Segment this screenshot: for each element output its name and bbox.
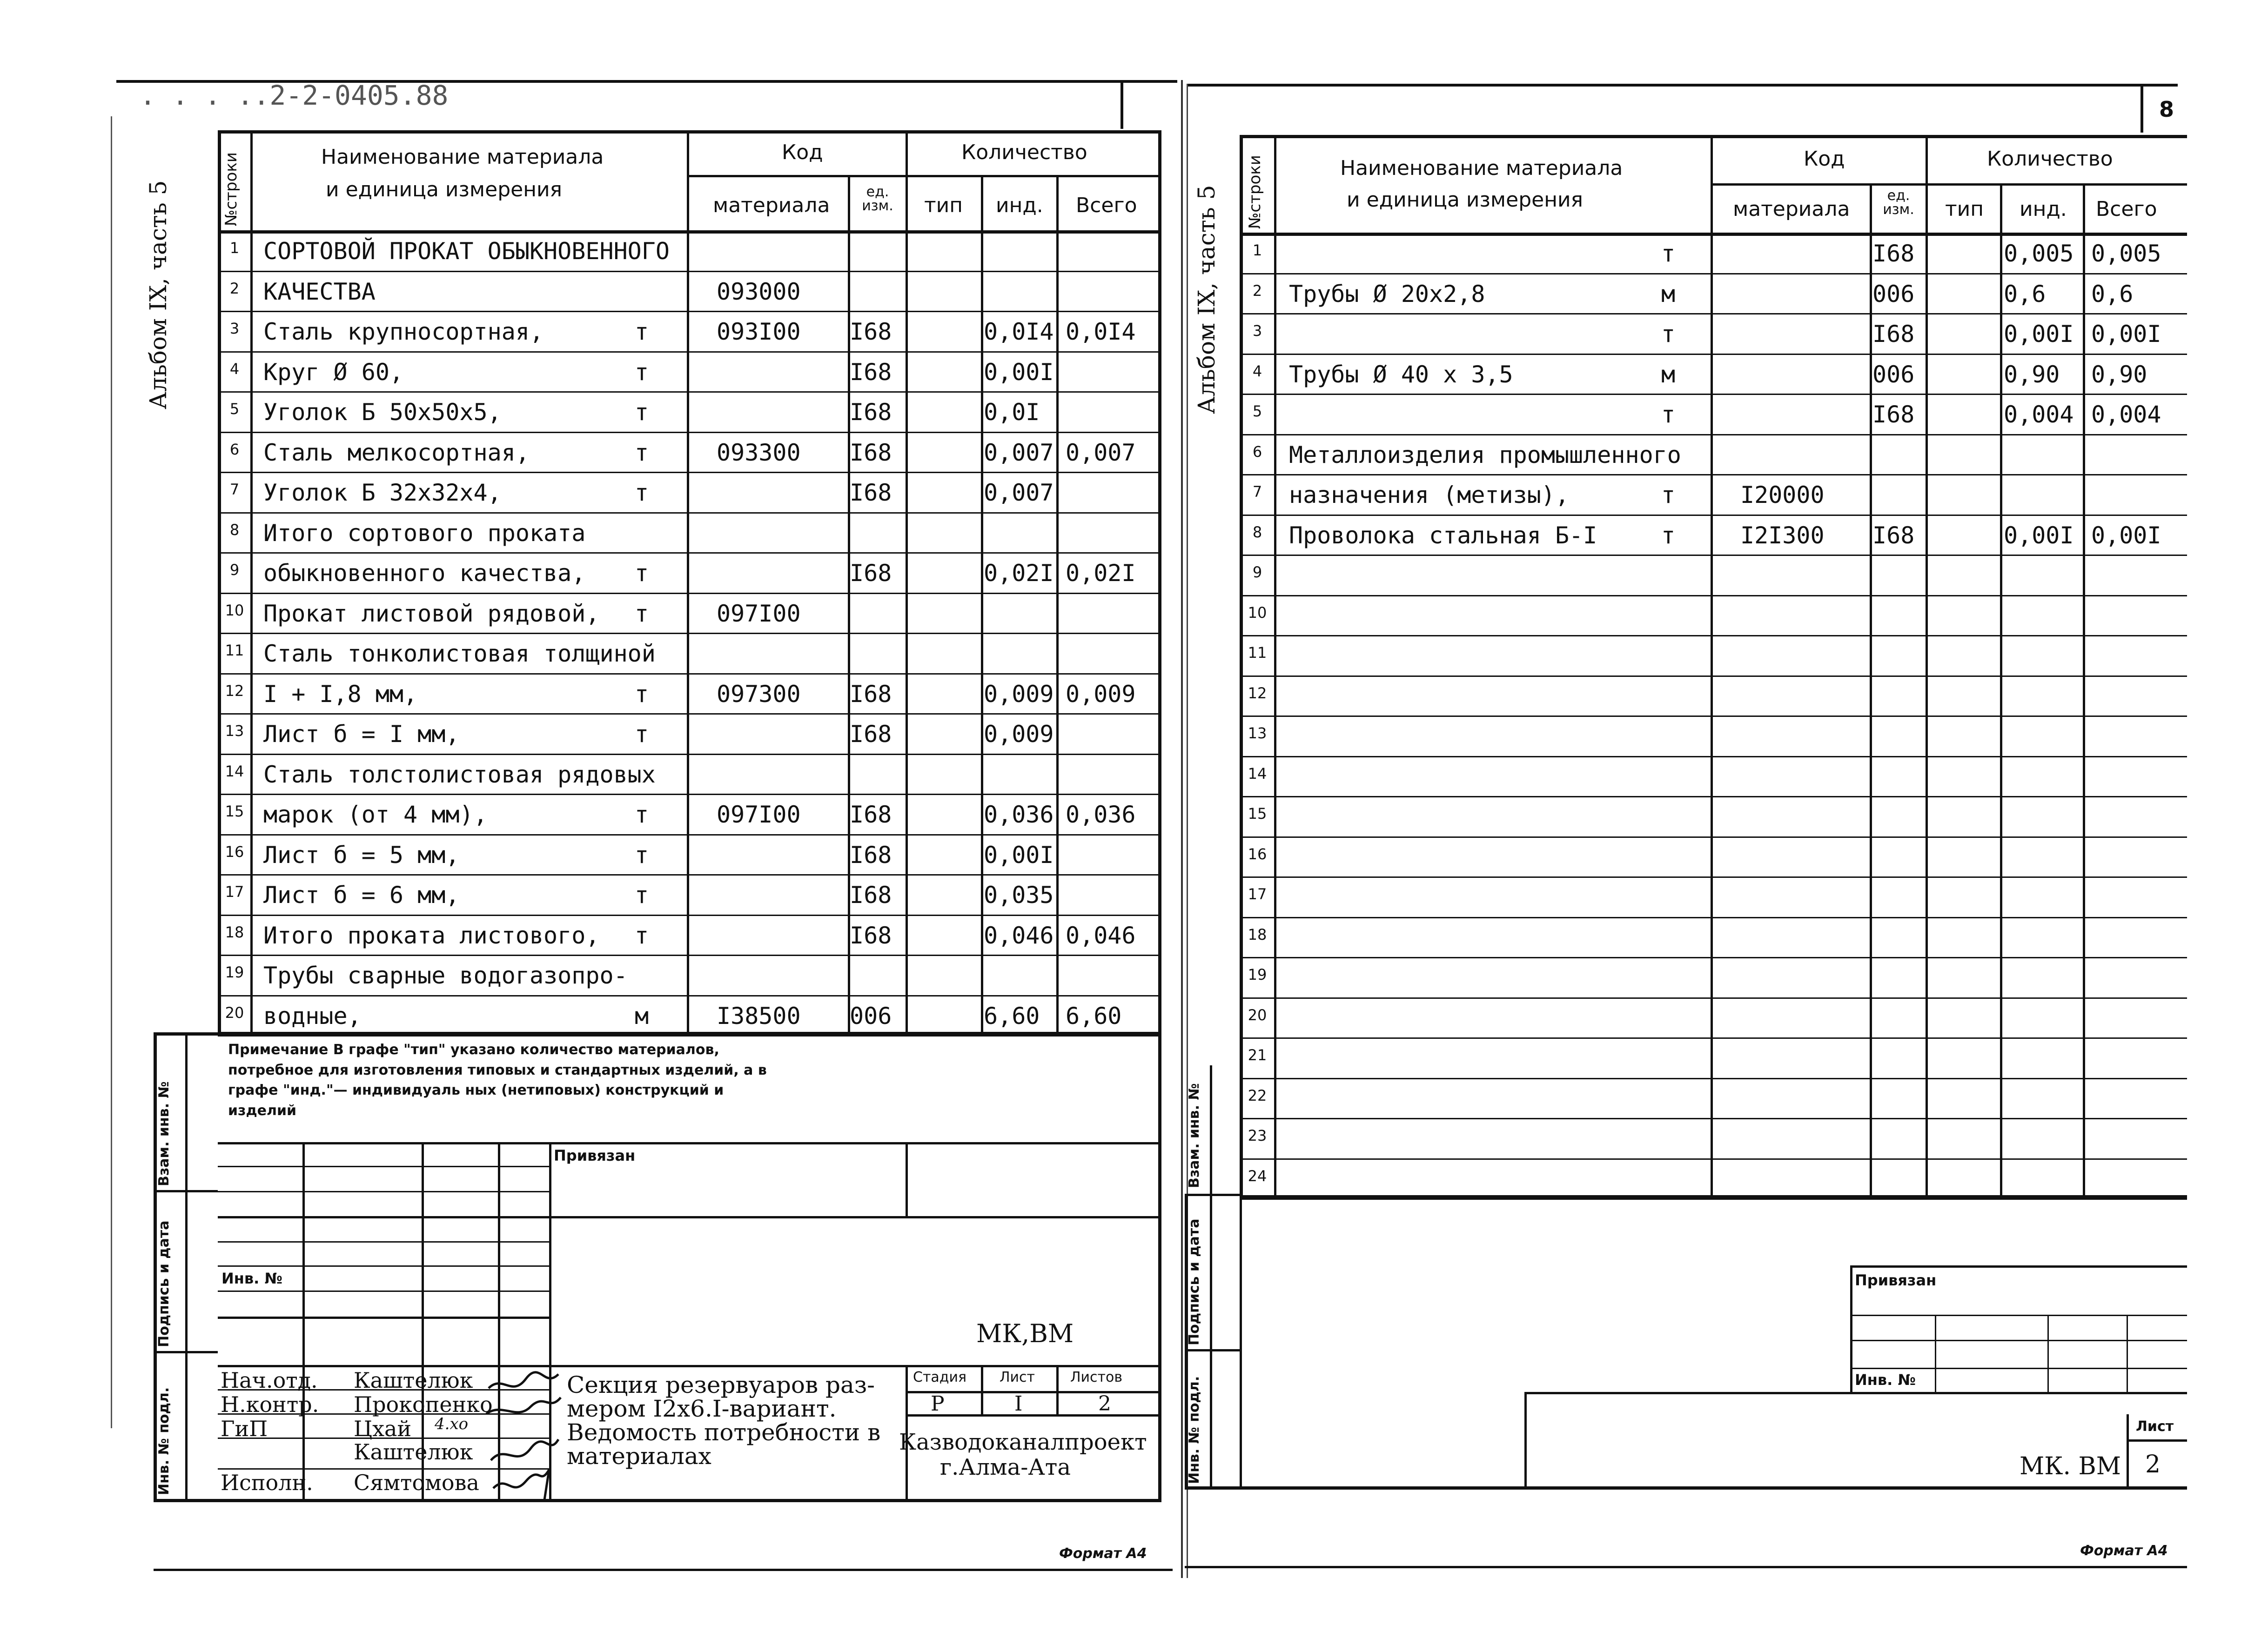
left-unit-code: I68 <box>850 680 892 708</box>
left-row-number: 2 <box>229 279 240 297</box>
right-material-unit-letter: м <box>1661 361 1676 388</box>
left-row-number: 12 <box>225 682 244 700</box>
right-material-name: назначения (метизы), <box>1289 481 1570 508</box>
bottom-line-left <box>154 1569 1173 1571</box>
stamp-person-name: Цхай <box>354 1416 412 1441</box>
left-row-number: 1 <box>229 239 240 257</box>
left-quantity-total: 0,007 <box>1066 439 1136 466</box>
left-material-name: Трубы сварные водогазопро- <box>263 962 628 989</box>
document-title: Секция резервуаров раз- мером I2х6.I-вариант. Ведомость потребности в материалах <box>567 1371 881 1470</box>
list-value-right: 2 <box>2145 1451 2161 1478</box>
ind-header-right: инд. <box>2020 197 2067 221</box>
right-unit-code: I68 <box>1872 522 1915 549</box>
right-quantity-ind: 0,00I <box>2004 321 2074 348</box>
left-quantity-total: 0,036 <box>1066 801 1136 828</box>
left-row-number: 10 <box>225 601 244 619</box>
left-material-name: Сталь крупносортная, <box>263 318 544 345</box>
left-unit-code: I68 <box>850 922 892 949</box>
left-material-name: Сталь тонколистовая толщиной <box>263 640 656 667</box>
right-row-number: 12 <box>1248 684 1267 702</box>
sheets-value: 2 <box>1098 1392 1111 1416</box>
left-unit-code: I68 <box>850 560 892 587</box>
right-row-number: 14 <box>1248 764 1267 782</box>
right-row-number: 22 <box>1248 1086 1267 1104</box>
document-code: . . . ..2-2-0405.88 <box>140 80 449 111</box>
left-material-name: КАЧЕСТВА <box>263 278 376 305</box>
left-row-number: 4 <box>229 360 240 378</box>
top-stub-right <box>2141 84 2143 133</box>
left-row-number: 20 <box>225 1003 244 1022</box>
inv-no-label-right: Инв. № <box>1855 1371 1916 1389</box>
right-quantity-ind: 0,90 <box>2004 361 2060 388</box>
name-header-line1: Наименование материала <box>321 145 604 169</box>
left-material-name: Уголок Б 32х32х4, <box>263 479 502 506</box>
left-row-number: 9 <box>229 561 240 579</box>
left-material-name: Круг Ø 60, <box>263 358 404 386</box>
left-material-unit-letter: т <box>635 841 649 869</box>
right-quantity-total: 0,00I <box>2091 522 2161 549</box>
right-row-number: 15 <box>1248 805 1267 822</box>
left-quantity-ind: 0,009 <box>984 721 1054 748</box>
right-quantity-ind: 0,005 <box>2004 240 2074 267</box>
right-unit-code: 006 <box>1872 361 1915 388</box>
unit-header: ед. изм. <box>862 184 893 214</box>
stamp-person-name: Каштелюк <box>354 1368 473 1393</box>
left-quantity-total: 0,02I <box>1066 560 1136 587</box>
right-row-number: 11 <box>1248 644 1267 662</box>
type-header: тип <box>924 194 963 217</box>
right-row-number: 19 <box>1248 966 1267 983</box>
right-row-number: 10 <box>1248 603 1267 622</box>
left-material-unit-letter: т <box>635 439 649 466</box>
name-header-line2: и единица измерения <box>326 178 563 201</box>
right-row-number: 18 <box>1248 925 1267 943</box>
left-unit-code: I68 <box>850 801 892 828</box>
left-material-code: 097I00 <box>717 801 801 828</box>
ind-header: инд. <box>996 194 1043 217</box>
left-material-code: 097300 <box>717 680 801 708</box>
right-row-number: 13 <box>1248 724 1267 742</box>
privyazan-label-right: Привязан <box>1855 1271 1937 1289</box>
left-unit-code: I68 <box>850 358 892 386</box>
right-material-unit-letter: т <box>1661 240 1676 267</box>
inv-podl-label: Инв. № подл. <box>156 1387 172 1495</box>
left-row-number: 15 <box>225 802 244 820</box>
right-quantity-total: 0,6 <box>2091 280 2134 308</box>
left-material-unit-letter: т <box>635 399 649 426</box>
stamp-role: ГиП <box>221 1416 268 1441</box>
right-quantity-total: 0,005 <box>2091 240 2161 267</box>
inv-no-label: Инв. № <box>221 1270 282 1287</box>
top-line-left <box>116 80 1177 83</box>
right-material-unit-letter: т <box>1661 481 1676 508</box>
left-material-code: 093000 <box>717 278 801 305</box>
right-quantity-total: 0,90 <box>2091 361 2147 388</box>
right-material-name: Проволока стальная Б-I <box>1289 522 1597 549</box>
left-material-name: СОРТОВОЙ ПРОКАТ ОБЫКНОВЕННОГО <box>263 238 670 265</box>
left-material-name: Лист б = 5 мм, <box>263 841 460 869</box>
note-text: Примечание В графе "тип" указано количество материалов, потребное для изготовления типовых и стандартных изделий, а в графе "инд."— индивидуаль ных (нетиповых) конструкций и изделий <box>228 1042 767 1119</box>
left-material-unit-letter: т <box>635 479 649 506</box>
right-row-number: 20 <box>1248 1006 1267 1024</box>
total-header-right: Всего <box>2096 197 2157 221</box>
right-material-unit-letter: т <box>1661 321 1676 348</box>
left-quantity-ind: 0,0I <box>984 399 1040 426</box>
left-quantity-total: 0,046 <box>1066 922 1136 949</box>
name-header-line1-right: Наименование материала <box>1340 156 1623 180</box>
row-number-header: №строки <box>222 152 241 226</box>
left-material-unit-letter: т <box>635 882 649 909</box>
album-label-right: Альбом IX, часть 5 <box>1193 185 1220 414</box>
signatures-graphic <box>484 1370 563 1500</box>
left-material-code: 097I00 <box>717 600 801 627</box>
privyazan-label: Привязан <box>554 1147 636 1164</box>
left-quantity-total: 0,0I4 <box>1066 318 1136 345</box>
left-row-number: 6 <box>229 440 240 458</box>
quantity-header: Количество <box>961 140 1087 164</box>
code-header-right: Код <box>1804 147 1845 171</box>
left-material-code: I38500 <box>717 1002 801 1030</box>
material-header: материала <box>713 194 830 217</box>
right-material-code: I20000 <box>1740 481 1825 508</box>
list-label-right: Лист <box>2136 1418 2174 1435</box>
stamp-role: Исполн. <box>221 1470 313 1495</box>
left-material-name: Итого проката листового, <box>263 922 600 949</box>
left-margin-line <box>111 116 112 1428</box>
left-material-unit-letter: м <box>635 1002 649 1030</box>
left-material-name: водные, <box>263 1002 362 1030</box>
left-quantity-total: 6,60 <box>1066 1002 1122 1030</box>
left-quantity-ind: 0,02I <box>984 560 1054 587</box>
left-row-number: 17 <box>225 883 244 901</box>
stamp-role: Нач.отд. <box>221 1368 318 1393</box>
right-row-number: 21 <box>1248 1046 1267 1064</box>
top-stub-left <box>1121 80 1123 129</box>
right-row-number: 9 <box>1252 563 1262 581</box>
left-material-name: Прокат листовой рядовой, <box>263 600 600 627</box>
vzam-label-right: Взам. инв. № <box>1186 1083 1202 1188</box>
left-material-unit-letter: т <box>635 801 649 828</box>
right-row-number: 16 <box>1248 845 1267 863</box>
left-quantity-ind: 0,046 <box>984 922 1054 949</box>
left-quantity-ind: 0,007 <box>984 439 1054 466</box>
org-line2: г.Алма-Ата <box>940 1454 1071 1480</box>
format-left: Формат А4 <box>1059 1545 1147 1562</box>
right-row-number: 7 <box>1252 483 1262 501</box>
left-material-name: обыкновенного качества, <box>263 560 586 587</box>
left-quantity-ind: 0,00I <box>984 358 1054 386</box>
row-number-header-right: №строки <box>1246 155 1264 229</box>
stage-label: Стадия <box>913 1369 967 1385</box>
sheet-value: I <box>1014 1392 1023 1416</box>
right-quantity-total: 0,00I <box>2091 321 2161 348</box>
right-row-number: 3 <box>1252 322 1262 340</box>
drawing-mark-right: МК. ВМ <box>2020 1452 2121 1480</box>
right-material-name: Трубы Ø 20х2,8 <box>1289 280 1485 308</box>
stamp-person-name: Сямтомова <box>354 1470 479 1495</box>
material-header-right: материала <box>1733 197 1850 221</box>
left-material-name: Лист б = I мм, <box>263 721 460 748</box>
left-row-number: 8 <box>229 521 240 539</box>
page-number: 8 <box>2159 97 2174 122</box>
format-right: Формат А4 <box>2080 1543 2168 1559</box>
right-material-unit-letter: м <box>1661 280 1676 308</box>
right-material-code: I2I300 <box>1740 522 1825 549</box>
name-header-line2-right: и единица измерения <box>1347 188 1584 212</box>
left-quantity-ind: 0,007 <box>984 479 1054 506</box>
inv-podl-label-right: Инв. № подл. <box>1186 1376 1202 1484</box>
quantity-header-right: Количество <box>1987 147 2113 171</box>
left-material-unit-letter: т <box>635 922 649 949</box>
left-material-unit-letter: т <box>635 600 649 627</box>
center-fold <box>1181 80 1183 1578</box>
left-row-number: 7 <box>229 481 240 498</box>
code-header: Код <box>782 140 823 164</box>
left-row-number: 5 <box>229 400 240 418</box>
left-row-number: 3 <box>229 320 240 337</box>
left-unit-code: I68 <box>850 841 892 869</box>
sheet-label: Лист <box>1000 1369 1035 1385</box>
stage-value: Р <box>931 1392 945 1416</box>
right-material-name: Трубы Ø 40 х 3,5 <box>1289 361 1513 388</box>
left-quantity-ind: 6,60 <box>984 1002 1040 1030</box>
top-line-right <box>1187 84 2178 87</box>
right-row-number: 24 <box>1248 1167 1267 1185</box>
left-quantity-ind: 0,009 <box>984 680 1054 708</box>
right-unit-code: I68 <box>1872 240 1915 267</box>
left-material-unit-letter: т <box>635 680 649 708</box>
right-row-number: 4 <box>1252 362 1262 380</box>
left-quantity-total: 0,009 <box>1066 680 1136 708</box>
right-unit-code: I68 <box>1872 401 1915 428</box>
left-row-number: 16 <box>225 843 244 861</box>
type-header-right: тип <box>1945 197 1984 221</box>
right-unit-code: 006 <box>1872 280 1915 308</box>
left-material-code: 093I00 <box>717 318 801 345</box>
right-row-number: 17 <box>1248 885 1267 903</box>
left-unit-code: I68 <box>850 399 892 426</box>
vzam-label: Взам. инв. № <box>156 1081 172 1186</box>
signature-note: 4.хо <box>435 1415 469 1433</box>
left-row-number: 19 <box>225 963 244 981</box>
org-line1: Казводоканалпроект <box>899 1429 1147 1455</box>
stamp-person-name: Прокопенко <box>354 1392 493 1417</box>
sheets-label: Листов <box>1070 1369 1123 1385</box>
left-unit-code: I68 <box>850 882 892 909</box>
left-unit-code: I68 <box>850 318 892 345</box>
right-material-unit-letter: т <box>1661 401 1676 428</box>
right-row-number: 8 <box>1252 523 1262 541</box>
left-material-name: Лист б = 6 мм, <box>263 882 460 909</box>
left-material-name: Итого сортового проката <box>263 519 586 547</box>
left-material-unit-letter: т <box>635 318 649 345</box>
left-unit-code: I68 <box>850 721 892 748</box>
right-material-name: Металлоизделия промышленного <box>1289 441 1681 468</box>
left-row-number: 14 <box>225 762 244 780</box>
stamp-person-name: Каштелюк <box>354 1439 473 1464</box>
stamp-role: Н.контр. <box>221 1392 319 1417</box>
drawing-mark: МК,ВМ <box>976 1319 1074 1348</box>
left-quantity-ind: 0,0I4 <box>984 318 1054 345</box>
right-row-number: 23 <box>1248 1127 1267 1144</box>
left-row-number: 11 <box>225 642 244 659</box>
left-material-code: 093300 <box>717 439 801 466</box>
podpis-label-right: Подпись и дата <box>1186 1218 1202 1345</box>
left-row-number: 13 <box>225 722 244 740</box>
left-quantity-ind: 0,00I <box>984 841 1054 869</box>
left-material-name: Сталь толстолистовая рядовых <box>263 761 656 788</box>
podpis-label: Подпись и дата <box>156 1220 172 1347</box>
bottom-line-right <box>1185 1566 2187 1568</box>
left-material-name: Уголок Б 50х50х5, <box>263 399 502 426</box>
left-material-name: Сталь мелкосортная, <box>263 439 530 466</box>
right-row-number: 6 <box>1252 442 1262 461</box>
album-label-left: Альбом IX, часть 5 <box>145 180 172 409</box>
left-unit-code: 006 <box>850 1002 892 1030</box>
left-unit-code: I68 <box>850 479 892 506</box>
left-quantity-ind: 0,035 <box>984 882 1054 909</box>
left-unit-code: I68 <box>850 439 892 466</box>
total-header: Всего <box>1076 194 1137 217</box>
right-unit-code: I68 <box>1872 321 1915 348</box>
left-material-unit-letter: т <box>635 560 649 587</box>
left-material-name: марок (от 4 мм), <box>263 801 488 828</box>
left-material-unit-letter: т <box>635 358 649 386</box>
right-material-unit-letter: т <box>1661 522 1676 549</box>
left-material-unit-letter: т <box>635 721 649 748</box>
right-quantity-ind: 0,004 <box>2004 401 2074 428</box>
right-quantity-ind: 0,00I <box>2004 522 2074 549</box>
right-row-number: 5 <box>1252 402 1262 420</box>
right-quantity-ind: 0,6 <box>2004 280 2046 308</box>
left-row-number: 18 <box>225 923 244 941</box>
right-row-number: 2 <box>1252 281 1262 300</box>
right-quantity-total: 0,004 <box>2091 401 2161 428</box>
right-row-number: 1 <box>1252 241 1262 259</box>
left-material-name: I + I,8 мм, <box>263 680 418 708</box>
left-quantity-ind: 0,036 <box>984 801 1054 828</box>
unit-header-right: ед. изм. <box>1883 187 1914 218</box>
